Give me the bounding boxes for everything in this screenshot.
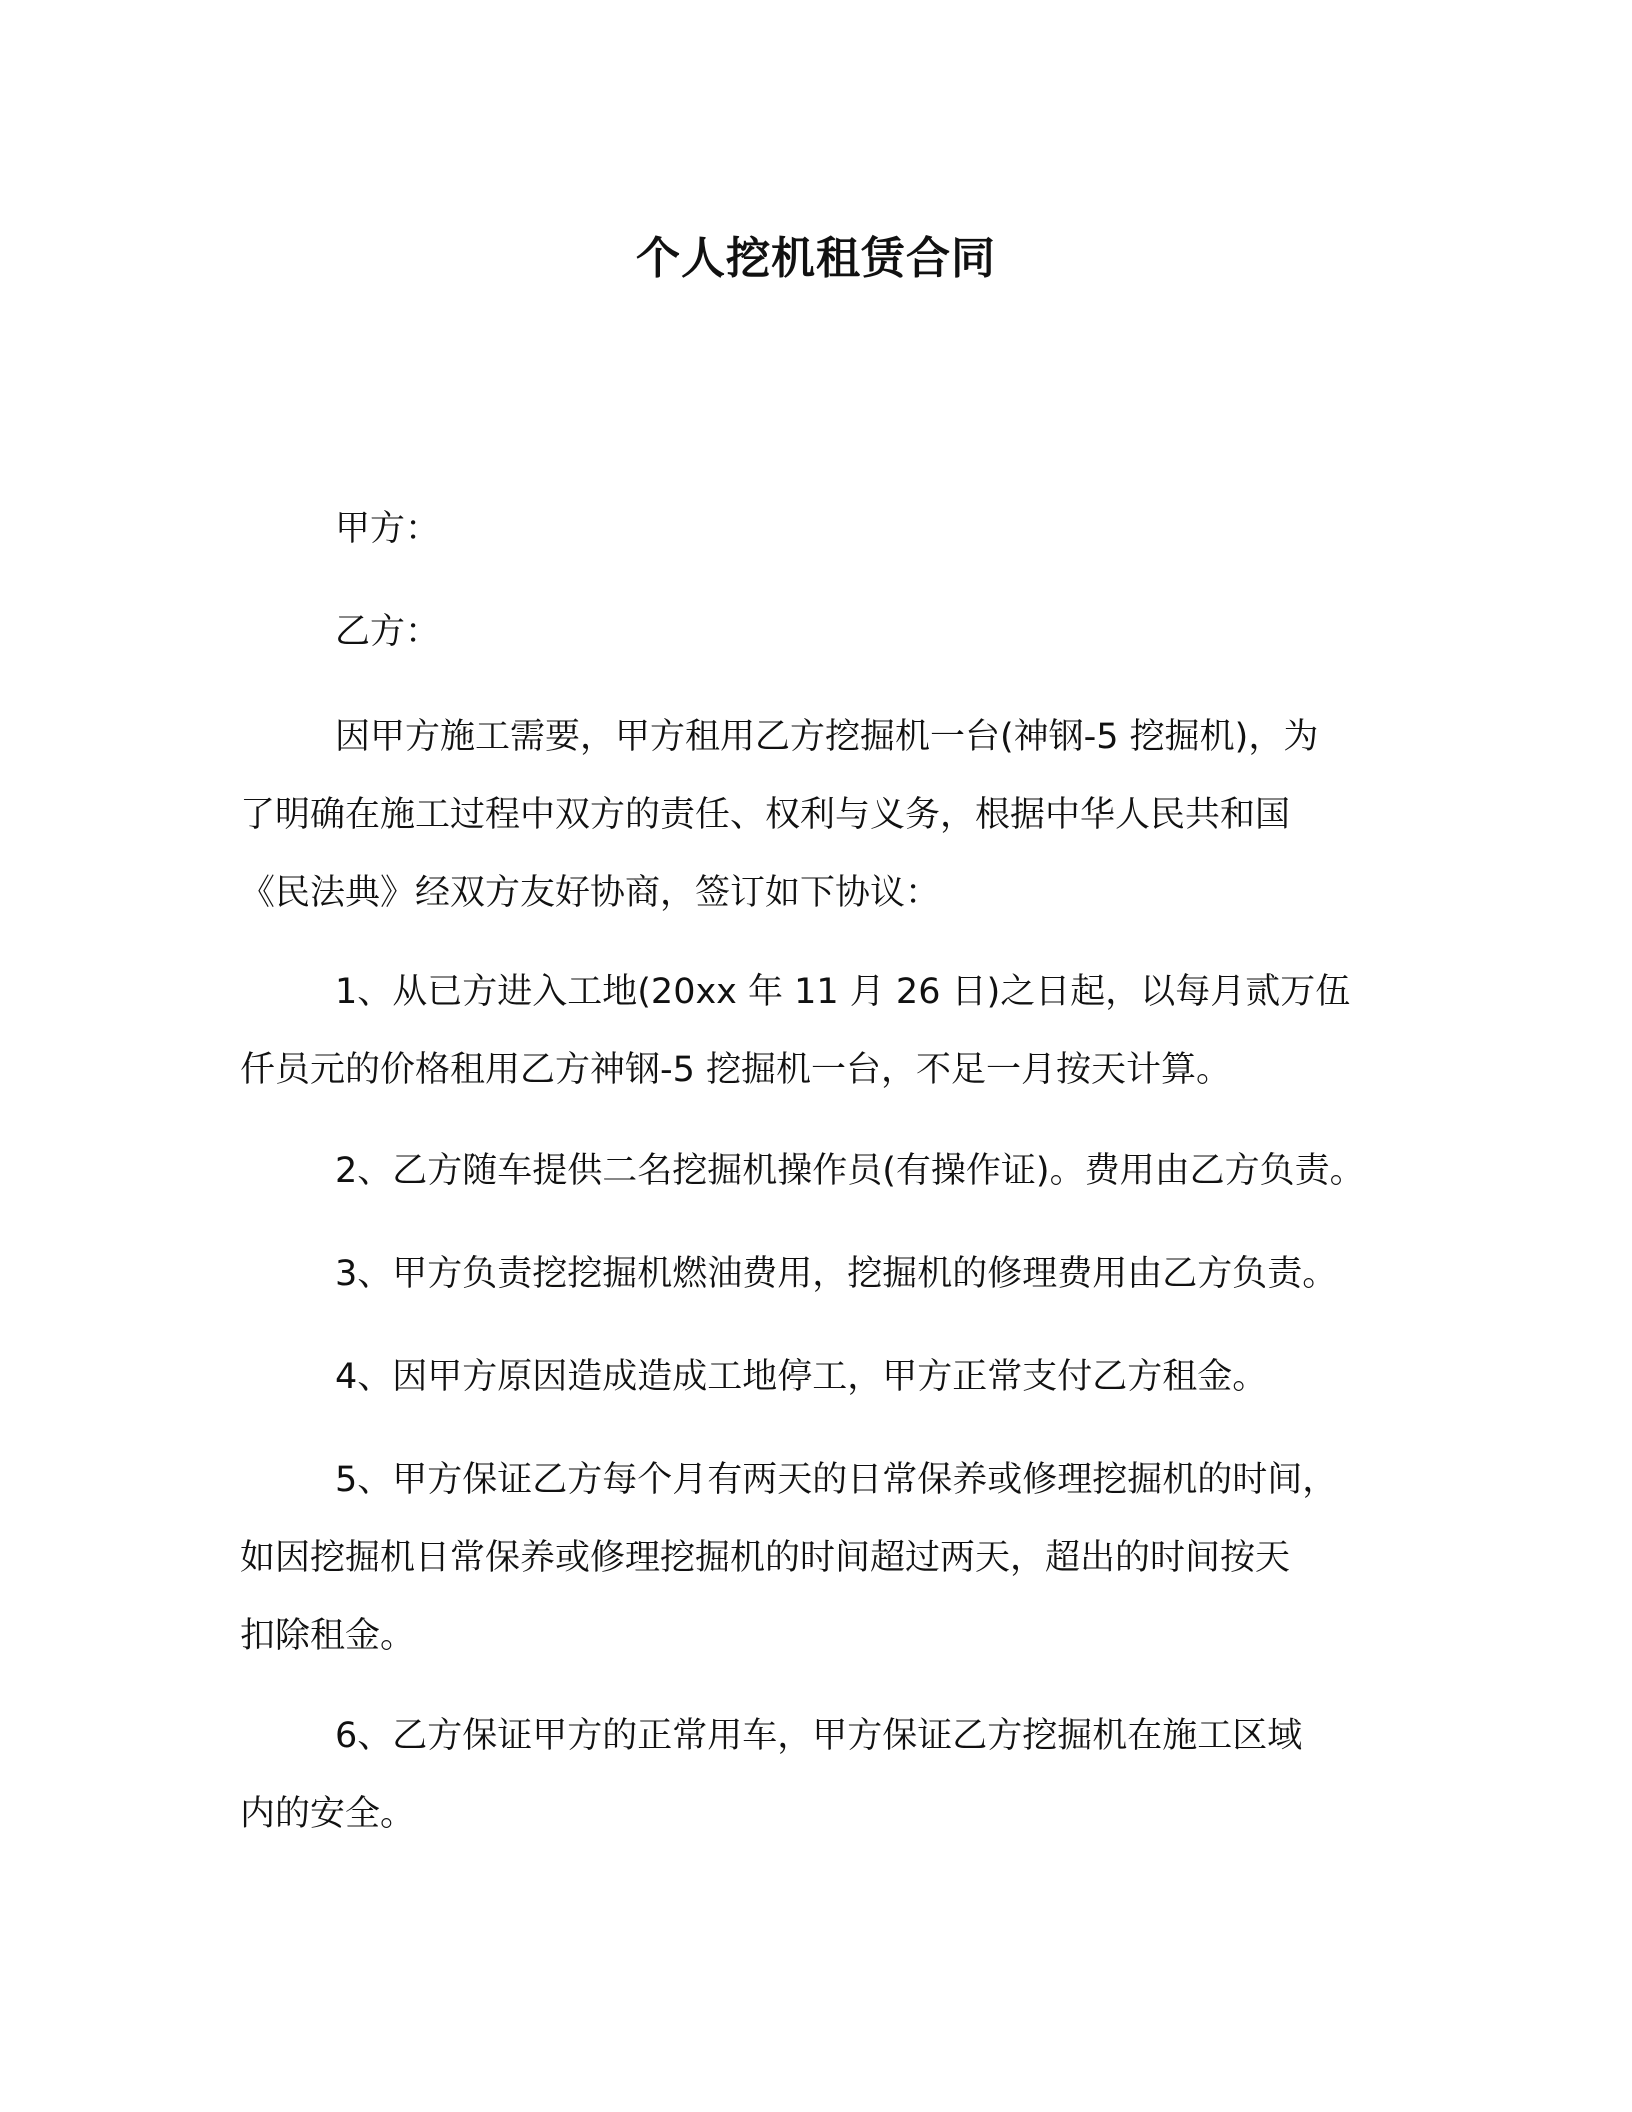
clause-5 xyxy=(240,1441,1410,1675)
clause-line: 5、甲方保证乙方每个月有两天的日常保养或修理挖掘机的时间， xyxy=(335,1460,1338,1500)
document-title: 个人挖机租赁合同 xyxy=(636,233,996,284)
clause-line: 如因挖掘机日常保养或修理挖掘机的时间超过两天，超出的时间按天 xyxy=(240,1538,1291,1578)
party-a-line xyxy=(240,490,1410,568)
clause-1 xyxy=(240,953,1410,1109)
clause-6 xyxy=(240,1697,1410,1853)
clause-line: 2、乙方随车提供二名挖掘机操作员(有操作证)。费用由乙方负责。 xyxy=(335,1151,1365,1191)
party-b-label: 乙方： xyxy=(335,612,441,652)
clause-line: 6、乙方保证甲方的正常用车，甲方保证乙方挖掘机在施工区域 xyxy=(335,1716,1303,1756)
clause-line: 扣除租金。 xyxy=(240,1616,416,1656)
clause-4 xyxy=(240,1338,1410,1416)
clause-line: 仟员元的价格租用乙方神钢-5 挖掘机一台，不足一月按天计算。 xyxy=(240,1050,1232,1090)
preamble-line: 因甲方施工需要，甲方租用乙方挖掘机一台(神钢-5 挖掘机)，为 xyxy=(335,717,1319,757)
party-b-line xyxy=(240,593,1410,671)
clause-3 xyxy=(240,1235,1410,1313)
preamble-paragraph xyxy=(240,698,1410,932)
clause-2 xyxy=(240,1132,1410,1210)
preamble-line: 了明确在施工过程中双方的责任、权利与义务，根据中华人民共和国 xyxy=(240,795,1291,835)
clause-line: 1、从已方进入工地(20xx 年 11 月 26 日)之日起，以每月贰万伍 xyxy=(335,972,1351,1012)
clause-line: 3、甲方负责挖挖掘机燃油费用，挖掘机的修理费用由乙方负责。 xyxy=(335,1254,1338,1294)
clause-line: 内的安全。 xyxy=(240,1794,416,1834)
preamble-line: 《民法典》经双方友好协商，签订如下协议： xyxy=(240,873,941,913)
party-a-label: 甲方： xyxy=(335,509,441,549)
clause-line: 4、因甲方原因造成造成工地停工，甲方正常支付乙方租金。 xyxy=(335,1357,1268,1397)
